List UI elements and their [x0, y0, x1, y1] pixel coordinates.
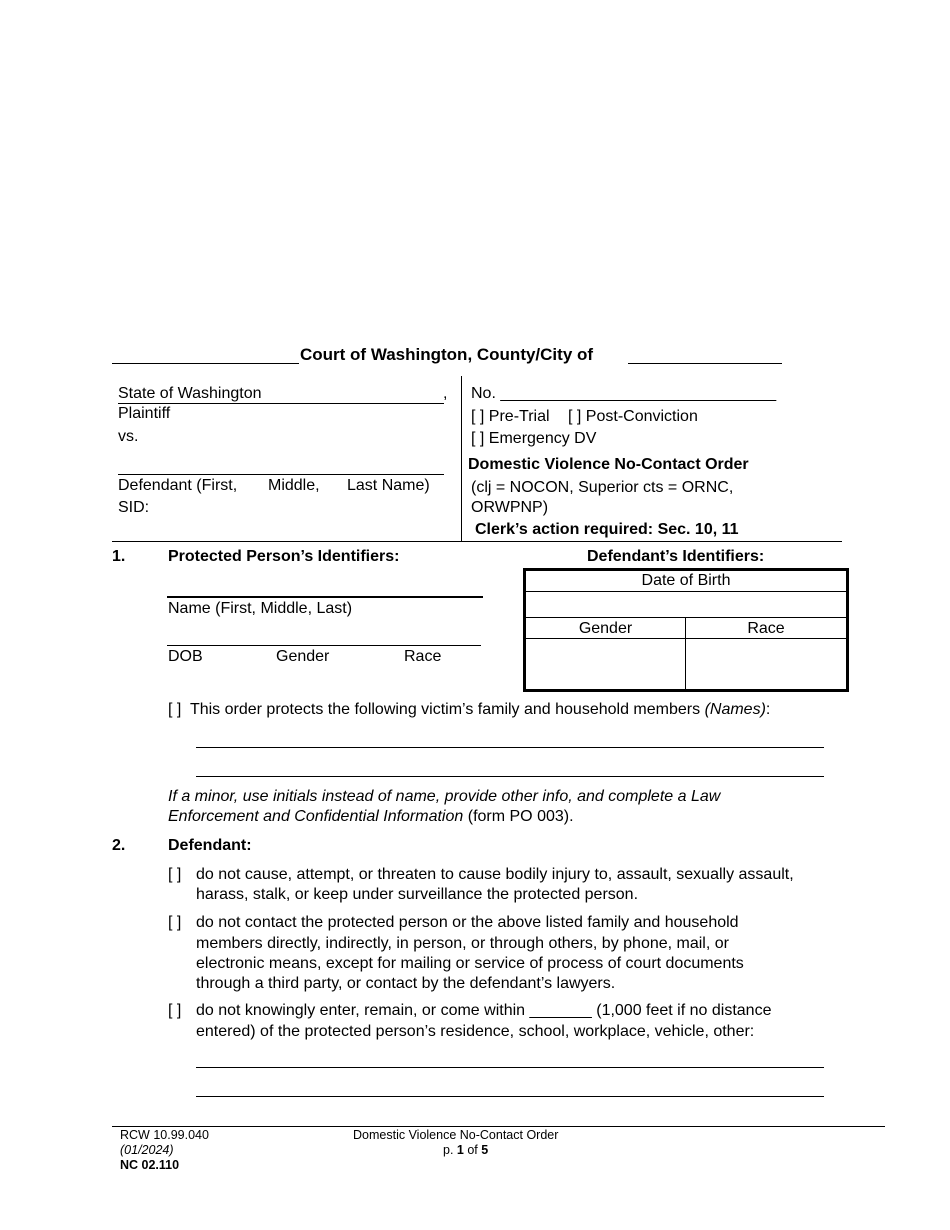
defendant-name-line[interactable]: [118, 474, 444, 475]
post-conviction-checkbox[interactable]: [ ]: [568, 408, 582, 425]
county-blank-right[interactable]: [628, 363, 782, 364]
no-injury-rest: harass, stalk, or keep under surveillance the protected person.: [196, 886, 639, 903]
court-title: Court of Washington, County/City of: [300, 345, 594, 364]
footer-page-current: 1: [456, 1143, 464, 1157]
plaintiff-comma: ,: [443, 385, 448, 402]
order-title: Domestic Violence No-Contact Order: [468, 456, 749, 473]
distance-line1: do not knowingly enter, remain, or come within _______ (1,000 feet if no distance: [196, 1002, 772, 1019]
footer-title: Domestic Violence No-Contact Order: [353, 1128, 559, 1142]
county-blank-left[interactable]: [112, 363, 299, 364]
footer-form-number: NC 02.110: [120, 1158, 180, 1172]
footer-page-total: 5: [481, 1143, 489, 1157]
distance-rest: entered) of the protected person’s residence, school, workplace, vehicle, other:: [196, 1023, 755, 1040]
protected-gender-label: Gender: [276, 648, 330, 665]
no-injury-checkbox[interactable]: [ ]: [168, 866, 182, 883]
minor-note: [168, 787, 808, 827]
section1-number: 1.: [112, 548, 126, 565]
family-names-line-1[interactable]: [196, 747, 824, 748]
defendant-label-last: Last Name): [347, 477, 430, 494]
emergency-dv-option[interactable]: [471, 430, 596, 448]
plaintiff-name: State of Washington: [118, 385, 262, 402]
defendant-label-first: Defendant (First,: [118, 477, 238, 494]
family-text: This order protects the following victim’s family and household members: [189, 701, 701, 718]
defendant-identifiers-table: [523, 568, 849, 692]
protected-name-line[interactable]: [167, 596, 483, 598]
family-colon: :: [765, 701, 771, 718]
case-number-field[interactable]: No. _______________________________: [471, 385, 777, 402]
no-contact-line1: do not contact the protected person or the above listed family and household: [196, 914, 739, 931]
footer-date: (01/2024): [120, 1143, 174, 1157]
no-injury-line1: do not cause, attempt, or threaten to cause bodily injury to, assault, sexually assault,: [196, 866, 794, 883]
plaintiff-label: Plaintiff: [118, 405, 171, 422]
pre-trial-label: Pre-Trial: [488, 408, 550, 425]
def-dob-value[interactable]: [526, 592, 846, 618]
family-names-line-2[interactable]: [196, 776, 824, 777]
distance-checkbox[interactable]: [ ]: [168, 1002, 182, 1019]
footer-page-of: of: [467, 1143, 478, 1157]
pre-trial-option[interactable]: [471, 408, 550, 426]
def-race-header: Race: [686, 618, 846, 639]
plaintiff-underline[interactable]: [118, 403, 444, 404]
sid-label: SID:: [118, 499, 150, 516]
family-names-hint: (Names): [704, 701, 766, 718]
family-checkbox[interactable]: [ ]: [168, 701, 182, 718]
vs-label: vs.: [118, 428, 139, 445]
other-location-line-2[interactable]: [196, 1096, 824, 1097]
order-codes-line2: ORWPNP): [471, 499, 549, 516]
protected-race-label: Race: [404, 648, 442, 665]
other-location-line-1[interactable]: [196, 1067, 824, 1068]
post-conviction-label: Post-Conviction: [585, 408, 698, 425]
no-contact-checkbox[interactable]: [ ]: [168, 914, 182, 931]
footer-page-prefix: p.: [443, 1143, 454, 1157]
defendant-identifiers-heading: Defendant’s Identifiers:: [587, 548, 765, 565]
footer-page-number: [443, 1143, 488, 1157]
footer-rcw: RCW 10.99.040: [120, 1128, 209, 1142]
section1-heading: Protected Person’s Identifiers:: [168, 548, 400, 565]
order-codes-line1: (clj = NOCON, Superior cts = ORNC,: [471, 479, 734, 496]
def-gender-header: Gender: [526, 618, 686, 639]
emergency-dv-label: Emergency DV: [488, 430, 597, 447]
emergency-dv-checkbox[interactable]: [ ]: [471, 430, 485, 447]
protected-name-label: Name (First, Middle, Last): [168, 600, 353, 617]
family-members-option[interactable]: [168, 701, 770, 719]
protected-dob-line[interactable]: [167, 645, 481, 646]
pre-trial-checkbox[interactable]: [ ]: [471, 408, 485, 425]
post-conviction-option[interactable]: [568, 408, 698, 426]
caption-vertical-divider: [461, 376, 462, 541]
section2-heading: Defendant:: [168, 837, 252, 854]
caption-bottom-rule: [112, 541, 842, 542]
defendant-label-middle: Middle,: [268, 477, 320, 494]
minor-note-text: If a minor, use initials instead of name, provide other info, and complete a Law Enforcement and Confidential Information: [168, 788, 721, 825]
protected-dob-label: DOB: [168, 648, 203, 665]
no-contact-rest: members directly, indirectly, in person, or through others, by phone, mail, or electronic means, except for mailing or service of process of court documents through a third party, or contact by the defendant’s lawyers.: [196, 935, 744, 992]
clerk-action: Clerk’s action required: Sec. 10, 11: [475, 521, 739, 538]
footer-rule: [112, 1126, 885, 1127]
def-gender-value[interactable]: [526, 639, 686, 689]
def-dob-header: Date of Birth: [526, 571, 846, 592]
def-race-value[interactable]: [686, 639, 846, 689]
section2-number: 2.: [112, 837, 126, 854]
minor-note-form: (form PO 003).: [467, 808, 574, 825]
